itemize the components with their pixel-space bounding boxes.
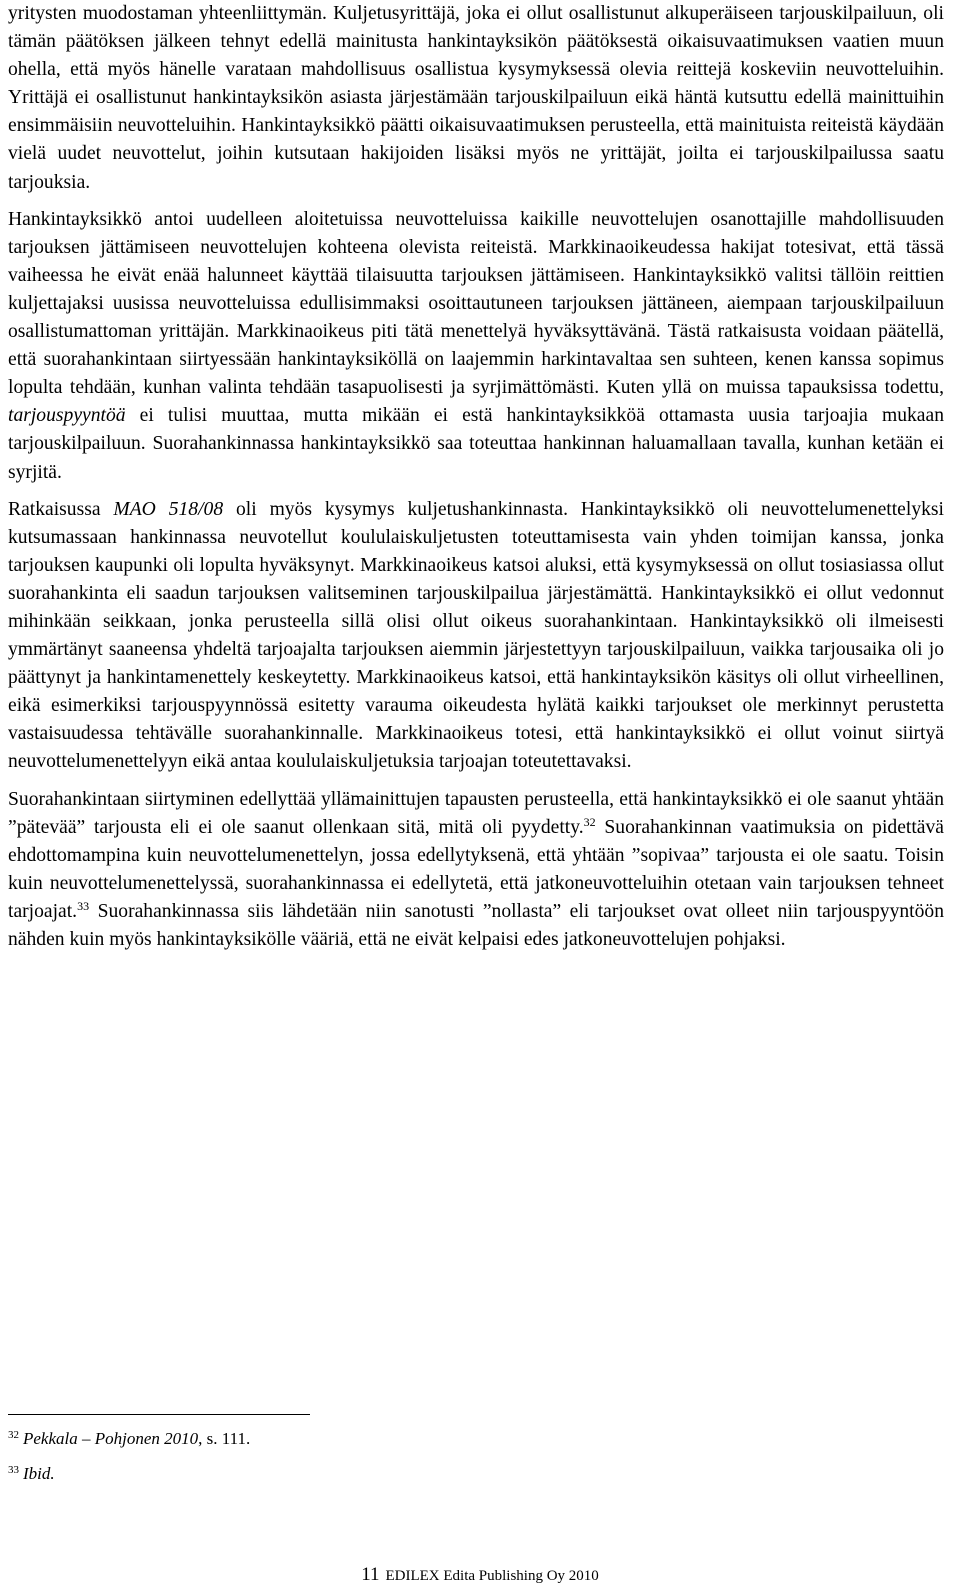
page-number: 11 (361, 1564, 380, 1585)
paragraph (8, 786, 944, 955)
paragraph-text: ei tulisi muuttaa, mutta mikään ei estä hankintayksikköä ottamasta uusia tarjoajia mukaan tarjouskilpailuun. Suorahankinnassa hankintayksikkö saa toteuttaa hankinnan haluamallaan tavalla, kunhan ketään ei syrjitä. (8, 405, 944, 483)
paragraph-text: Ratkaisussa (8, 498, 114, 520)
footnote-reference: 33 (77, 898, 90, 913)
paragraph-text: Suorahankinnan vaatimuksia on pidettävä ehdottomampina kuin neuvottelumenettelyn, jossa edellytyksenä, että yhtään ”sopivaa” tarjousta ei ole saatu. Toisin kuin neuvottelumenettelyssä, suorahankinnassa ei edellytetä, että jatkoneuvotteluihin otetaan vain tarjouksen tehneet tarjoajat. (8, 816, 944, 922)
footnote-source: Ibid. (23, 1464, 55, 1483)
paragraph (8, 0, 944, 197)
paragraph-text: Hankintayksikkö antoi uudelleen aloitetuissa neuvotteluissa kaikille neuvottelujen osanottajille mahdollisuuden tarjouksen jättämiseen neuvottelujen kohteena olevista reiteistä. Markkinaoikeudessa hakijat totesivat, että tässä vaiheessa he eivät enää halunneet käyttää tilaisuutta tarjouksen jättämiseen. Hankintayksikkö valitsi tällöin reittien kuljettajaksi uusissa neuvotteluissa edullisimmaksi osoittautuneen tarjouksen jättäneen, aiempaan tarjouskilpailuun osallistumattoman yrittäjän. Markkinaoikeus piti tätä menettelyä hyväksyttävänä. Tästä ratkaisusta voidaan päätellä, että suorahankintaan siirtyessään hankintayksiköllä on laajemmin harkintavaltaa sen suhteen, kenen kanssa sopimus lopulta tehdään, kunhan valinta tehdään tasapuolisesti ja syrjimättömästi. Kuten yllä on muissa tapauksissa todettu, (8, 208, 944, 399)
footnote-reference: 32 (583, 814, 596, 829)
emphasis-text: MAO 518/08 (113, 498, 224, 520)
paragraph-text: Suorahankinnassa siis lähdetään niin sanotusti ”nollasta” eli tarjoukset ovat olleet niin tarjouspyyntöön nähden kuin myös hankintayksikölle vääriä, että ne eivät kelpaisi edes jatkoneuvottelujen pohjaksi. (8, 900, 944, 950)
publisher-line: EDILEX Edita Publishing Oy 2010 (385, 1568, 599, 1584)
paragraph-text: Suorahankintaan siirtyminen edellyttää yllämainittujen tapausten perusteella, että hankintayksikkö ei ole saanut yhtään ”pätevää” tarjousta eli ei ole saanut ollenkaan sitä, mitä oli pyydetty. (8, 788, 944, 838)
footnote-33 (8, 1463, 608, 1485)
footnote-separator (8, 1414, 310, 1415)
footnote-source: Pekkala – Pohjonen 2010 (23, 1429, 199, 1448)
footnotes (8, 1428, 608, 1498)
footnote-32 (8, 1428, 608, 1450)
paragraph-text: yritysten muodostaman yhteenliittymän. Kuljetusyrittäjä, joka ei ollut osallistunut alkuperäiseen tarjouskilpailuun, oli tämän päätöksen jälkeen tehnyt edellä mainitusta hankintayksikön päätöksestä oikaisuvaatimuksen vaatien muun ohella, että myös hänelle varataan mahdollisuus osallistua kysymyksessä olevia reittejä koskeviin neuvotteluihin. Yrittäjä ei osallistunut hankintayksikön asiasta järjestämään tarjouskilpailuun eikä häntä kutsuttu edellä mainittuihin ensimmäisiin neuvotteluihin. Hankintayksikkö päätti oikaisuvaatimuksen perusteella, että mainituista reiteistä käydään vielä uudet neuvottelut, joihin kutsutaan hakijoiden lisäksi myös ne yrittäjät, joilta ei tarjouskilpailussa saatu tarjouksia. (8, 3, 944, 193)
emphasis-text: tarjouspyyntöä (8, 405, 126, 427)
footnote-number: 33 (8, 1464, 19, 1476)
footnote-number: 32 (8, 1429, 19, 1441)
paragraph-text: oli myös kysymys kuljetushankinnasta. Hankintayksikkö oli neuvottelumenettelyksi kutsumassaan hankinnassa neuvotellut koululaiskuljetusten toteuttamisesta vain yhden toimijan kanssa, jonka tarjouksen kaupunki oli lopulta hyväksynyt. Markkinaoikeus katsoi aluksi, että kysymyksessä on ollut tosiasiassa ollut suorahankinta eli saadun tarjouksen valitseminen tarjouskilpailua järjestämättä. Hankintayksikkö ei ollut vedonnut mihinkään seikkaan, jonka perusteella sillä olisi ollut oikeus suorahankintaan. Hankintayksikkö oli ilmeisesti ymmärtänyt saaneensa yhdeltä tarjoajalta tarjouksen aiemmin järjestettyyn tarjouskilpailuun, vaikka tarjousaika oli jo päättynyt ja hankintamenettely keskeytetty. Markkinaoikeus katsoi, että hankintayksikön käsitys oli ollut virheellinen, eikä esimerkiksi tarjouspyynnössä esitetty varauma oikeudesta hylätä kaikki tarjoukset ole merkinnyt perustetta vastaisuudessa tehtävälle suorahankinnalle. Markkinaoikeus totesi, että hankintayksikkö ei ollut voinut siirtyä neuvottelumenettelyyn eikä antaa koululaiskuljetuksia tarjoajan toteutettavaksi. (8, 498, 944, 773)
page-footer (0, 1564, 960, 1586)
footnote-page: , s. 111. (198, 1429, 251, 1448)
document-body (8, 0, 944, 954)
paragraph (8, 496, 944, 777)
paragraph (8, 206, 944, 487)
